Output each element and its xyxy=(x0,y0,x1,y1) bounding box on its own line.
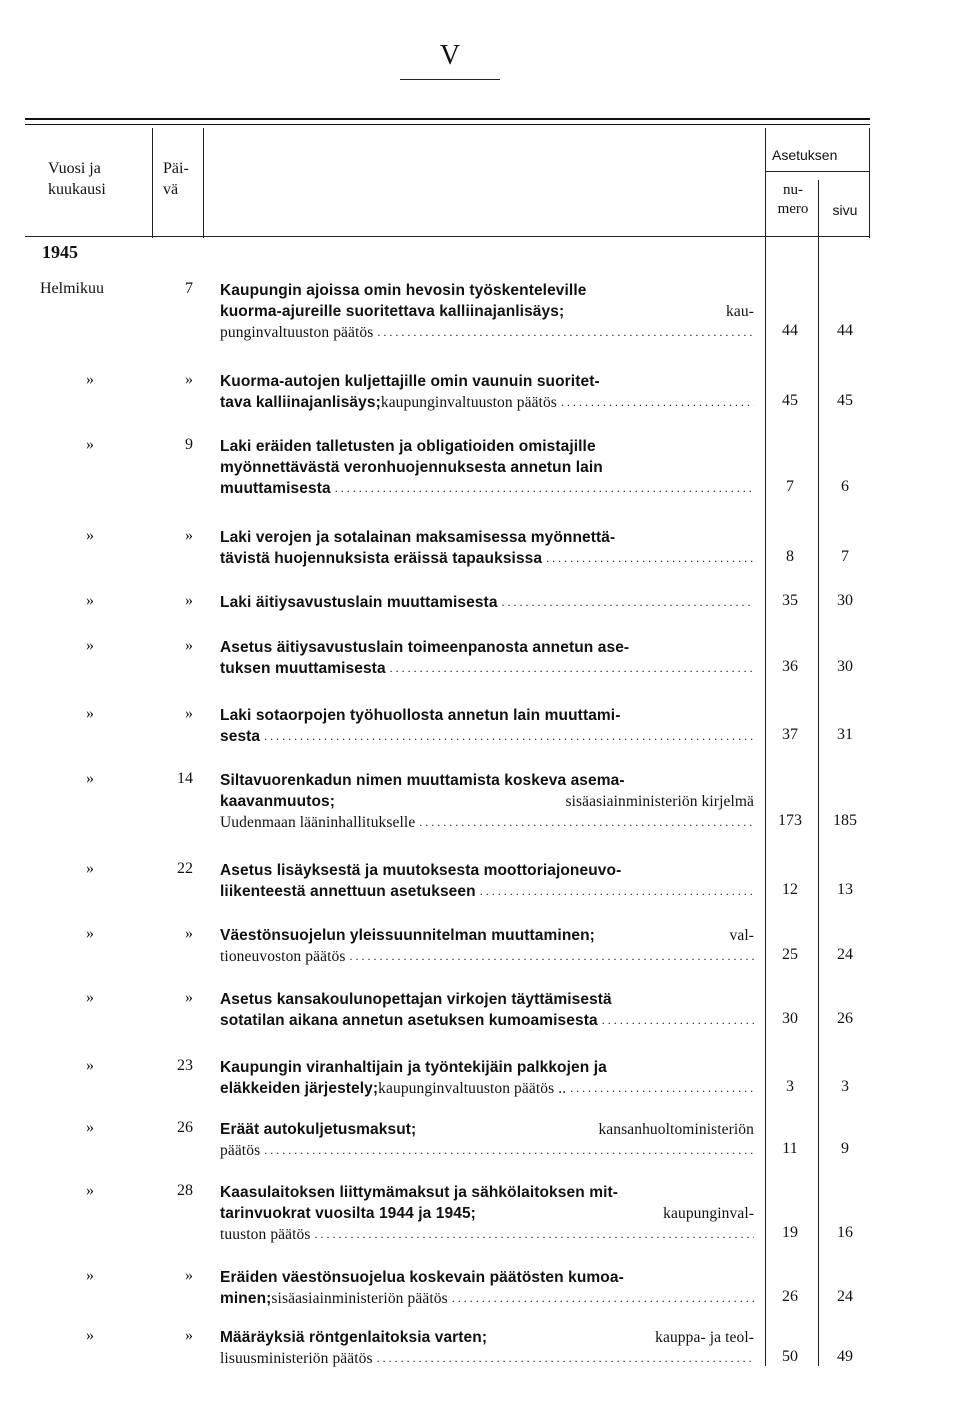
entry-month: » xyxy=(86,1057,94,1074)
entry-source: tuuston päätös xyxy=(220,1226,311,1243)
entry-title xyxy=(220,705,754,747)
entry-line xyxy=(220,548,754,569)
entry-subject: tävistä huojennuksista eräissä tapauksissa xyxy=(220,550,543,567)
entry-source: Uudenmaan lääninhallitukselle xyxy=(220,814,416,831)
entry-subject: liikenteestä annettuun asetukseen xyxy=(220,883,476,900)
entry-decree-number: 50 xyxy=(782,1348,798,1365)
entry-decree-number: 36 xyxy=(782,658,798,675)
entry-title xyxy=(220,527,754,569)
entry-subject: muuttamisesta xyxy=(220,480,331,497)
table-right-edge xyxy=(869,128,870,238)
entry-day: 14 xyxy=(177,770,193,787)
entry-page: 6 xyxy=(841,478,849,495)
entry-subject: sotatilan aikana annetun asetuksen kumoamisesta xyxy=(220,1012,598,1029)
entry-subject: eläkkeiden järjestely; xyxy=(220,1080,379,1097)
column-rule-page xyxy=(818,180,819,1366)
entry-month: » xyxy=(86,925,94,942)
entry-month: » xyxy=(86,860,94,877)
entry-subject: kaavanmuutos; xyxy=(220,793,335,810)
entry-decree-number: 44 xyxy=(782,322,798,339)
entry-line xyxy=(220,392,754,413)
entry-subject: Kaasulaitoksen liittymämaksut ja sähkölaitoksen mit- xyxy=(220,1184,619,1201)
header-bottom-rule xyxy=(25,236,870,237)
entry-title xyxy=(220,1327,754,1369)
entry-subject: tarinvuokrat vuosilta 1944 ja 1945; xyxy=(220,1205,476,1222)
entry-line xyxy=(220,860,754,881)
entry-subject: Eräät autokuljetusmaksut; xyxy=(220,1121,417,1138)
entry-line xyxy=(220,457,754,478)
page-number-underline xyxy=(400,79,500,80)
entry-subject: Laki eräiden talletusten ja obligatioiden omistajille xyxy=(220,438,596,455)
entry-title xyxy=(220,1267,754,1309)
entry-source: sisäasiainministeriön päätös xyxy=(271,1290,448,1307)
entry-title xyxy=(220,1057,754,1099)
entry-line xyxy=(220,637,754,658)
entry-month: » xyxy=(86,592,94,609)
entry-line xyxy=(220,770,754,791)
entry-day: 26 xyxy=(177,1119,193,1136)
entry-line xyxy=(220,881,754,902)
entry-day: » xyxy=(185,925,193,942)
entry-subject: Kuorma-autojen kuljettajille omin vaunuin suoritet- xyxy=(220,373,600,390)
entry-line xyxy=(220,1348,754,1369)
entry-line xyxy=(220,1057,754,1078)
entry-month: » xyxy=(86,371,94,388)
entry-line xyxy=(220,1224,754,1245)
entry-month: » xyxy=(86,1182,94,1199)
entry-day: » xyxy=(185,592,193,609)
entry-month: » xyxy=(86,1119,94,1136)
entry-subject: tava kalliinajanlisäys; xyxy=(220,394,381,411)
dot-leader xyxy=(264,726,754,747)
entry-line xyxy=(220,371,754,392)
entry-line xyxy=(220,436,754,457)
entry-decree-number: 19 xyxy=(782,1224,798,1241)
entry-subject: Laki sotaorpojen työhuollosta annetun lain muuttami- xyxy=(220,707,621,724)
entry-page: 185 xyxy=(833,812,857,829)
entry-line xyxy=(220,705,754,726)
entry-month: Helmikuu xyxy=(40,280,104,297)
entry-decree-number: 25 xyxy=(782,946,798,963)
entry-title xyxy=(220,371,754,413)
column-rule-day xyxy=(152,128,153,238)
entry-decree-number: 3 xyxy=(786,1078,794,1095)
entry-subject: Asetus lisäyksestä ja muutoksesta moottoriajoneuvo- xyxy=(220,862,622,879)
entry-line xyxy=(220,1288,754,1309)
entry-subject: Siltavuorenkadun nimen muuttamista koskeva asema- xyxy=(220,772,625,789)
dot-leader xyxy=(502,592,754,613)
entry-source: kaupunginvaltuuston päätös .. xyxy=(378,1080,567,1097)
entry-decree-number: 30 xyxy=(782,1010,798,1027)
table-top-rule xyxy=(25,118,870,120)
entry-title xyxy=(220,637,754,679)
dot-leader xyxy=(390,658,754,679)
entry-title xyxy=(220,1119,754,1161)
entry-month: » xyxy=(86,1327,94,1344)
entry-decree-number: 37 xyxy=(782,726,798,743)
entry-month: » xyxy=(86,1267,94,1284)
entry-month: » xyxy=(86,989,94,1006)
entry-subject: Laki äitiysavustuslain muuttamisesta xyxy=(220,594,498,611)
entry-decree-number: 173 xyxy=(778,812,802,829)
entry-line xyxy=(220,322,754,343)
entry-line xyxy=(220,812,754,833)
entry-source: tioneuvoston päätös xyxy=(220,948,346,965)
dot-leader xyxy=(335,478,754,499)
table-top-rule-thin xyxy=(25,124,870,125)
header-day: Päi- vä xyxy=(163,160,189,198)
entry-subject: minen; xyxy=(220,1290,272,1307)
column-rule-entry xyxy=(203,128,204,238)
entry-day: » xyxy=(185,1267,193,1284)
entry-subject: sesta xyxy=(220,728,261,745)
entry-page: 7 xyxy=(841,548,849,565)
entry-line xyxy=(220,658,754,679)
header-page: sivu xyxy=(832,202,858,218)
entry-decree-number: 12 xyxy=(782,881,798,898)
entry-subject: Asetus kansakoulunopettajan virkojen täyttämisestä xyxy=(220,991,612,1008)
entry-day: 28 xyxy=(177,1182,193,1199)
entry-page: 30 xyxy=(837,592,853,609)
entry-line xyxy=(220,1203,754,1224)
entry-line xyxy=(220,989,754,1010)
entry-line xyxy=(220,1010,754,1031)
entry-decree-number: 7 xyxy=(786,478,794,495)
dot-leader xyxy=(419,812,754,833)
entry-subject: Kaupungin viranhaltijain ja työntekijäin palkkojen ja xyxy=(220,1059,607,1076)
entry-line xyxy=(220,791,754,812)
dot-leader xyxy=(602,1010,754,1031)
entry-day: » xyxy=(185,989,193,1006)
entry-page: 49 xyxy=(837,1348,853,1365)
dot-leader xyxy=(561,392,754,413)
entry-line xyxy=(220,1267,754,1288)
entry-title xyxy=(220,436,754,499)
entry-source: punginvaltuuston päätös xyxy=(220,324,374,341)
entry-decree-number: 26 xyxy=(782,1288,798,1305)
entry-source: kaupunginval- xyxy=(663,1205,754,1222)
entry-subject: Väestönsuojelun yleissuunnitelman muuttaminen; xyxy=(220,927,595,944)
decree-header-rule xyxy=(765,171,869,172)
entry-page: 9 xyxy=(841,1140,849,1157)
entry-title xyxy=(220,592,754,613)
entry-line xyxy=(220,527,754,548)
entry-source: val- xyxy=(729,927,754,944)
entry-day: 23 xyxy=(177,1057,193,1074)
dot-leader xyxy=(452,1288,754,1309)
entry-subject: tuksen muuttamisesta xyxy=(220,660,386,677)
entry-page: 44 xyxy=(837,322,853,339)
entry-source: kaupunginvaltuuston päätös xyxy=(380,394,557,411)
entry-subject: kuorma-ajureille suoritettava kalliinajanlisäys; xyxy=(220,303,565,320)
column-rule-number xyxy=(765,128,766,1366)
entry-day: » xyxy=(185,705,193,722)
entry-page: 45 xyxy=(837,392,853,409)
entry-subject: Kaupungin ajoissa omin hevosin työskenteleville xyxy=(220,282,587,299)
entry-title xyxy=(220,989,754,1031)
entry-page: 13 xyxy=(837,881,853,898)
header-number: nu- mero xyxy=(777,182,809,217)
entry-month: » xyxy=(86,527,94,544)
entry-line xyxy=(220,1119,754,1140)
entry-day: 22 xyxy=(177,860,193,877)
entry-source: päätös xyxy=(220,1142,261,1159)
entry-decree-number: 45 xyxy=(782,392,798,409)
entry-month: » xyxy=(86,770,94,787)
entry-page: 26 xyxy=(837,1010,853,1027)
entry-month: » xyxy=(86,705,94,722)
entry-page: 24 xyxy=(837,1288,853,1305)
entry-subject: Laki verojen ja sotalainan maksamisessa myönnettä- xyxy=(220,529,616,546)
dot-leader xyxy=(315,1224,754,1245)
entry-subject: Asetus äitiysavustuslain toimeenpanosta annetun ase- xyxy=(220,639,630,656)
entry-line xyxy=(220,478,754,499)
entry-title xyxy=(220,280,754,343)
header-year-month: Vuosi ja kuukausi xyxy=(48,160,106,198)
entry-source: sisäasiainministeriön kirjelmä xyxy=(565,793,754,810)
entry-page: 3 xyxy=(841,1078,849,1095)
header-decree: Asetuksen xyxy=(772,147,838,163)
entry-line xyxy=(220,1140,754,1161)
entry-day: 7 xyxy=(185,280,193,297)
entry-line xyxy=(220,925,754,946)
entry-month: » xyxy=(86,436,94,453)
entry-title xyxy=(220,1182,754,1245)
dot-leader xyxy=(546,548,754,569)
entry-line xyxy=(220,726,754,747)
page-number: V xyxy=(439,40,461,71)
entry-day: 9 xyxy=(185,436,193,453)
entry-decree-number: 35 xyxy=(782,592,798,609)
entry-page: 16 xyxy=(837,1224,853,1241)
entry-line xyxy=(220,592,754,613)
entry-source: lisuusministeriön päätös xyxy=(220,1350,373,1367)
entry-month: » xyxy=(86,637,94,654)
entry-line xyxy=(220,301,754,322)
entry-source: kansanhuoltoministeriön xyxy=(598,1121,754,1138)
dot-leader xyxy=(377,322,754,343)
entry-line xyxy=(220,946,754,967)
dot-leader xyxy=(570,1078,754,1099)
entry-day: » xyxy=(185,1327,193,1344)
entry-decree-number: 8 xyxy=(786,548,794,565)
entry-source: kau- xyxy=(726,303,754,320)
year-label: 1945 xyxy=(42,242,78,262)
entry-line xyxy=(220,1182,754,1203)
entry-title xyxy=(220,770,754,833)
entry-source: kauppa- ja teol- xyxy=(655,1329,754,1346)
entry-page: 24 xyxy=(837,946,853,963)
entry-day: » xyxy=(185,527,193,544)
entry-subject: Määräyksiä röntgenlaitoksia varten; xyxy=(220,1329,488,1346)
entry-page: 31 xyxy=(837,726,853,743)
dot-leader xyxy=(264,1140,754,1161)
entry-decree-number: 11 xyxy=(782,1140,798,1157)
dot-leader xyxy=(349,946,754,967)
entry-subject: myönnettävästä veronhuojennuksesta annetun lain xyxy=(220,459,603,476)
entry-title xyxy=(220,860,754,902)
entry-line xyxy=(220,280,754,301)
entry-day: » xyxy=(185,637,193,654)
entry-day: » xyxy=(185,371,193,388)
entry-title xyxy=(220,925,754,967)
entry-line xyxy=(220,1327,754,1348)
entry-subject: Eräiden väestönsuojelua koskevain päätösten kumoa- xyxy=(220,1269,624,1286)
entry-page: 30 xyxy=(837,658,853,675)
dot-leader xyxy=(377,1348,754,1369)
dot-leader xyxy=(480,881,754,902)
entry-line xyxy=(220,1078,754,1099)
